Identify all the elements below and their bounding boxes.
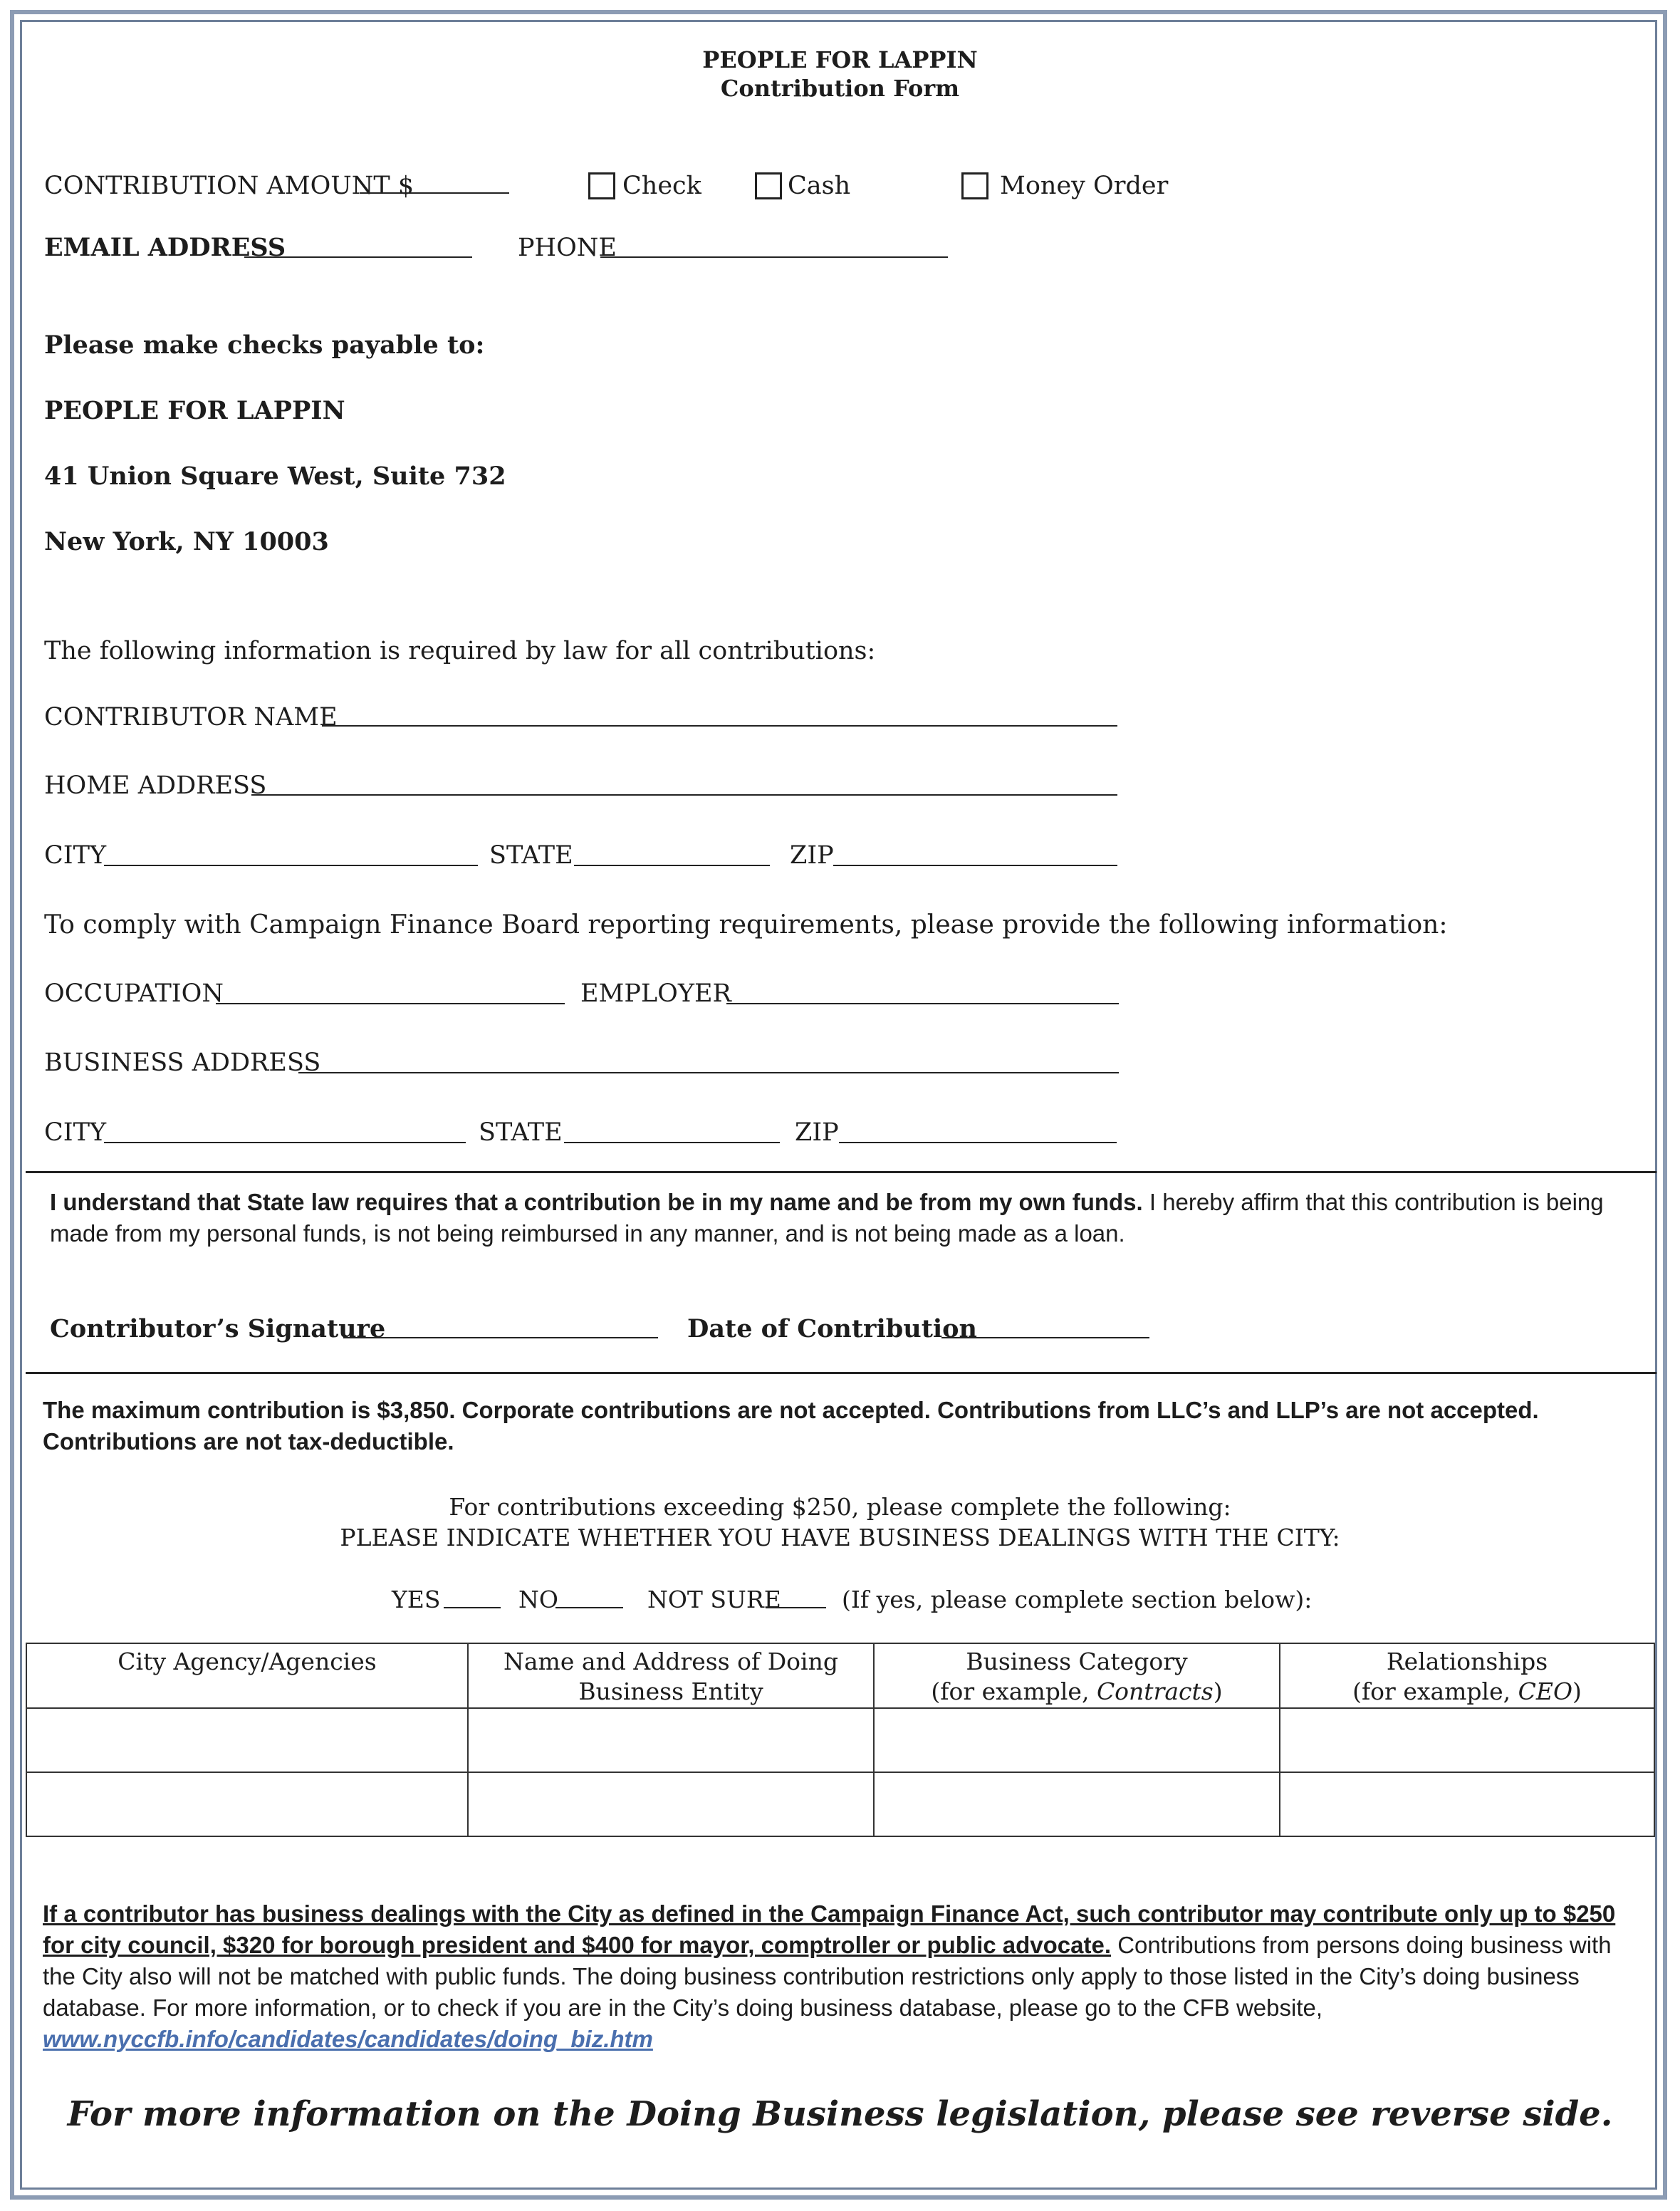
- table-cell[interactable]: [1280, 1708, 1654, 1772]
- table-cell[interactable]: [874, 1772, 1280, 1836]
- footer-note: For more information on the Doing Business legislation, please see reverse side.: [67, 2094, 1613, 2134]
- contribution-amount-field[interactable]: [360, 192, 509, 194]
- home-state-label: STATE: [489, 841, 573, 870]
- form-subtitle: Contribution Form: [720, 75, 960, 102]
- contributor-name-field[interactable]: [322, 725, 1117, 727]
- table-header-row: [26, 1643, 1654, 1708]
- column-header: City Agency/Agencies: [26, 1643, 468, 1708]
- business-state-field[interactable]: [564, 1142, 780, 1143]
- occupation-field[interactable]: [216, 1003, 565, 1004]
- home-address-field[interactable]: [251, 794, 1117, 796]
- business-state-label: STATE: [479, 1118, 563, 1147]
- employer-field[interactable]: [726, 1003, 1119, 1004]
- occupation-label: OCCUPATION: [44, 979, 224, 1008]
- home-zip-label: ZIP: [790, 841, 834, 870]
- phone-label: PHONE: [518, 234, 617, 262]
- notice-limits: If a contributor has business dealings with the City as defined in the Campaign Finance Act, such contributor may contribute only up to $250 for city council, $320 for borough president and $400 for mayor, comptroller or public advocate.: [43, 1900, 1616, 1958]
- contributor-name-label: CONTRIBUTOR NAME: [44, 703, 338, 732]
- business-city-label: CITY: [44, 1118, 107, 1147]
- date-label: Date of Contribution: [687, 1314, 977, 1343]
- cash-checkbox[interactable]: [755, 172, 782, 199]
- required-intro: The following information is required by law for all contributions:: [44, 637, 876, 665]
- home-address-label: HOME ADDRESS: [44, 771, 267, 800]
- affirmation-rest: I hereby affirm that this contribution is being made from my personal funds, is not being reimbursed in any manner, and is not being made as a loan.: [50, 1189, 1604, 1247]
- business-zip-label: ZIP: [795, 1118, 839, 1147]
- signature-field[interactable]: [343, 1337, 658, 1338]
- phone-field[interactable]: [600, 256, 948, 258]
- cfb-website-link[interactable]: www.nyccfb.info/candidates/candidates/doing_biz.htm: [43, 2026, 653, 2052]
- check-checkbox[interactable]: [588, 172, 615, 199]
- contribution-amount-label: CONTRIBUTION AMOUNT $: [44, 172, 414, 200]
- home-zip-field[interactable]: [833, 865, 1117, 866]
- home-city-field[interactable]: [104, 865, 478, 866]
- check-option-label: Check: [622, 172, 701, 200]
- email-label: EMAIL ADDRESS: [44, 233, 286, 262]
- payee-city: New York, NY 10003: [44, 527, 329, 556]
- home-city-label: CITY: [44, 841, 107, 870]
- dealings-question: PLEASE INDICATE WHETHER YOU HAVE BUSINESS DEALINGS WITH THE CITY:: [340, 1524, 1340, 1551]
- signature-label: Contributor’s Signature: [50, 1314, 386, 1343]
- column-header: Relationships (for example, CEO): [1280, 1643, 1654, 1708]
- employer-label: EMPLOYER: [580, 979, 731, 1008]
- date-field[interactable]: [941, 1337, 1149, 1338]
- notice-rest: Contributions from persons doing business with the City also will not be matched with public funds. The doing business contribution restrictions only apply to those listed in the City’s doing business database. For more information, or to check if you are in the City’s doing business database, please go to the CFB website,: [43, 1932, 1612, 2021]
- money-order-option-label: Money Order: [1000, 172, 1169, 200]
- column-header: Business Category (for example, Contracts): [874, 1643, 1280, 1708]
- table-cell[interactable]: [468, 1772, 874, 1836]
- no-label: NO: [518, 1586, 558, 1613]
- money-order-checkbox[interactable]: [961, 172, 988, 199]
- doing-business-notice: [43, 1898, 1617, 2055]
- business-zip-field[interactable]: [839, 1142, 1117, 1143]
- affirmation-text: [50, 1187, 1617, 1249]
- home-state-field[interactable]: [574, 865, 770, 866]
- payee-name: PEOPLE FOR LAPPIN: [44, 396, 345, 425]
- not-sure-field[interactable]: [766, 1607, 826, 1608]
- affirmation-bold: I understand that State law requires that a contribution be in my name and be from my own funds.: [50, 1189, 1143, 1215]
- no-field[interactable]: [555, 1607, 623, 1608]
- dealings-note: (If yes, please complete section below):: [842, 1586, 1313, 1613]
- yes-field[interactable]: [444, 1607, 501, 1608]
- cfb-intro: To comply with Campaign Finance Board reporting requirements, please provide the following information:: [44, 910, 1448, 940]
- business-address-label: BUSINESS ADDRESS: [44, 1049, 321, 1077]
- table-cell[interactable]: [468, 1708, 874, 1772]
- business-dealings-table: [26, 1643, 1655, 1837]
- dealings-intro: For contributions exceeding $250, please complete the following:: [449, 1493, 1231, 1521]
- contribution-limits-text: The maximum contribution is $3,850. Corporate contributions are not accepted. Contributions from LLC’s and LLP’s are not accepted. Contributions are not tax-deductible.: [43, 1397, 1539, 1455]
- table-cell[interactable]: [26, 1708, 468, 1772]
- table-row: [26, 1772, 1654, 1836]
- yes-label: YES: [392, 1586, 441, 1613]
- business-address-field[interactable]: [298, 1072, 1119, 1073]
- column-header: Name and Address of Doing Business Entity: [468, 1643, 874, 1708]
- payee-street: 41 Union Square West, Suite 732: [44, 462, 506, 491]
- table-cell[interactable]: [1280, 1772, 1654, 1836]
- email-field[interactable]: [244, 256, 472, 258]
- not-sure-label: NOT SURE: [647, 1586, 781, 1613]
- cash-option-label: Cash: [788, 172, 851, 200]
- section-divider: [26, 1171, 1656, 1173]
- table-row: [26, 1708, 1654, 1772]
- form-title: PEOPLE FOR LAPPIN: [702, 46, 978, 73]
- business-city-field[interactable]: [104, 1142, 466, 1143]
- payable-intro: Please make checks payable to:: [44, 331, 485, 360]
- table-cell[interactable]: [26, 1772, 468, 1836]
- table-cell[interactable]: [874, 1708, 1280, 1772]
- section-divider: [26, 1372, 1656, 1374]
